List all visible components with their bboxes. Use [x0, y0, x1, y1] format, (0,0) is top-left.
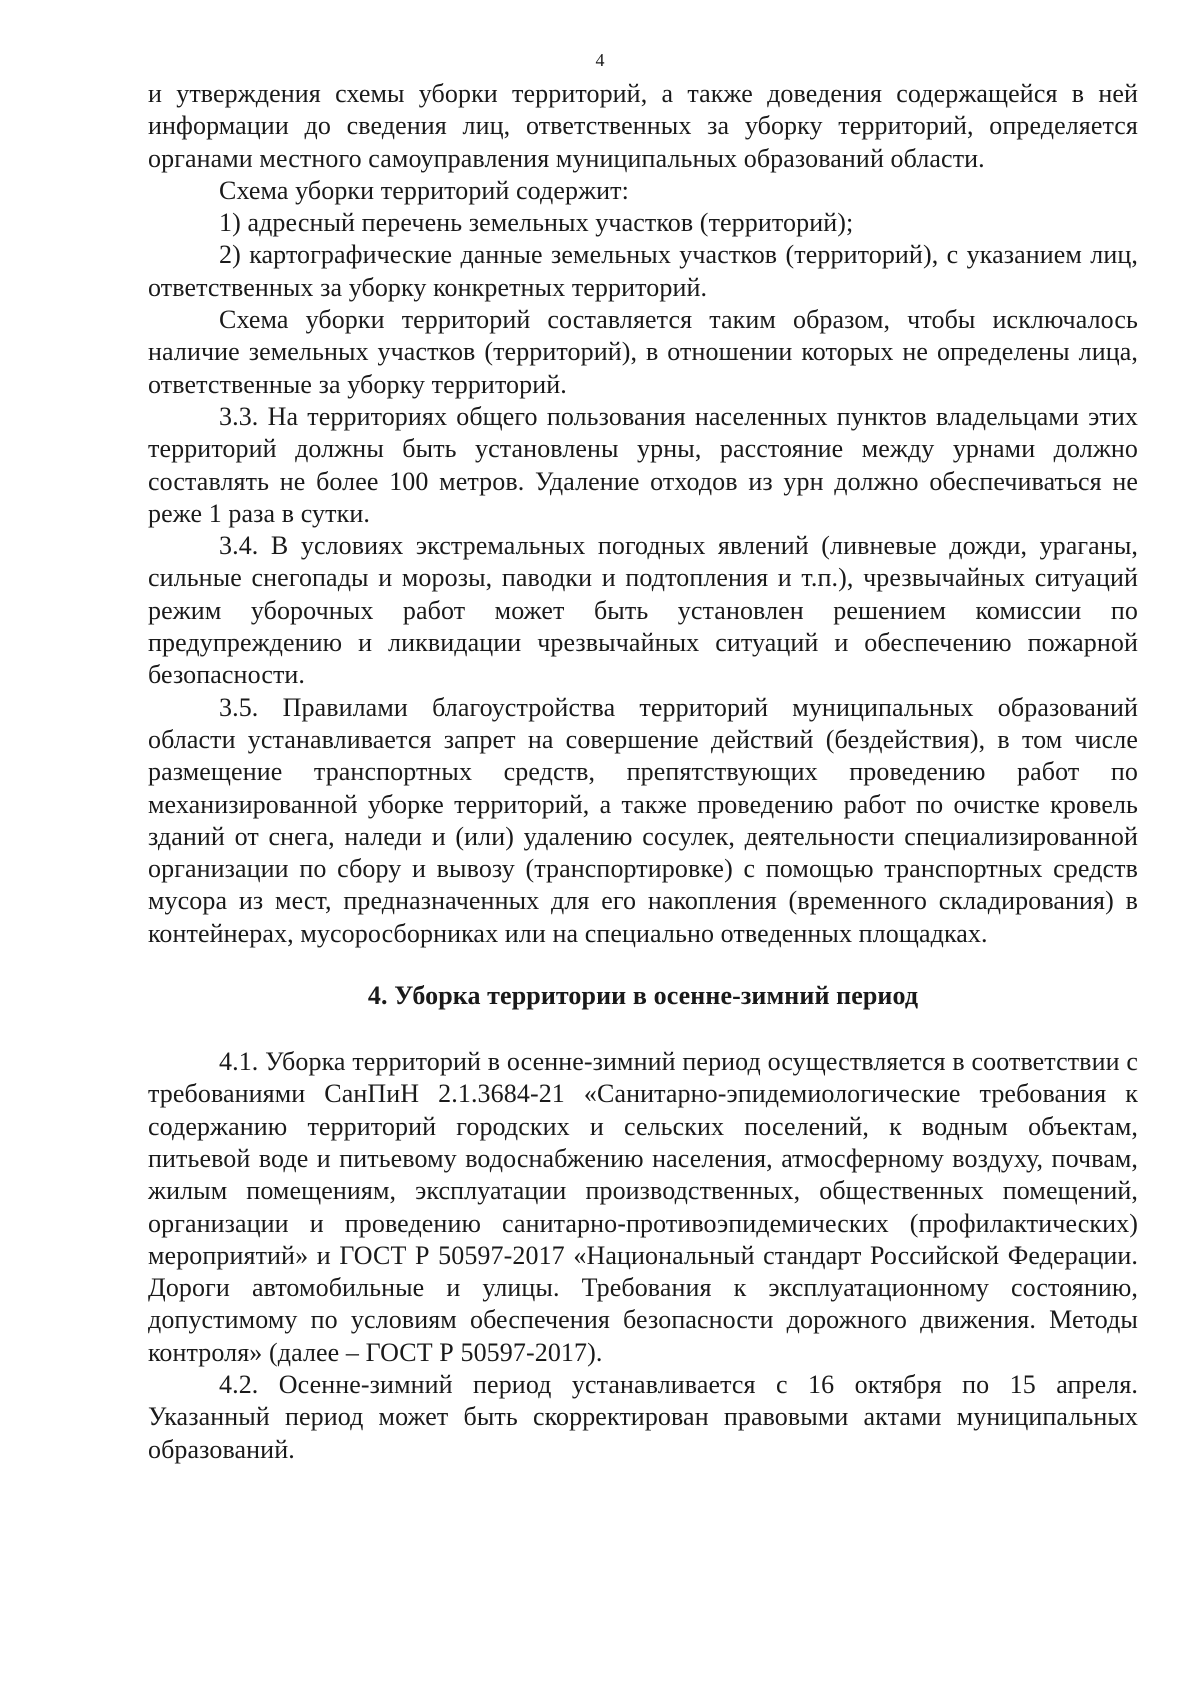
list-item-2: 2) картографические данные земельных участков (территорий), с указанием лиц, ответственных за уборку конкретных территорий. — [148, 240, 1138, 302]
paragraph-scheme-composition: Схема уборки территорий составляется таким образом, чтобы исключалось наличие земельных участков (территорий), в отношении которых не определены лица, ответственные за уборку территорий. — [148, 305, 1138, 399]
page-number: 4 — [595, 50, 605, 70]
paragraph-3-5: 3.5. Правилами благоустройства территорий муниципальных образований области устанавливается запрет на совершение действий (бездействия), в том числе размещение транспортных средств, препятствующих проведению работ по механизированной уборке территорий, а также проведению работ по очистке кровель зданий от снега, наледи и (или) удалению сосулек, деятельности специализированной организации по сбору и вывозу (транспортировке) с помощью транспортных средств мусора из мест, предназначенных для его накопления (временного складирования) в контейнерах, мусоросборниках или на специально отведенных площадках. — [148, 692, 1138, 948]
paragraph-continuation: и утверждения схемы уборки территорий, а также доведения содержащейся в ней информации до сведения лиц, ответственных за уборку территорий, определяется органами местного самоуправления муниципальных образований области. — [148, 79, 1138, 173]
paragraph-4-2: 4.2. Осенне-зимний период устанавливается с 16 октября по 15 апреля. Указанный период может быть скорректирован правовыми актами муниципальных образований. — [148, 1369, 1138, 1464]
list-item-1: 1) адресный перечень земельных участков (территорий); — [219, 208, 854, 238]
paragraph-3-3: 3.3. На территориях общего пользования населенных пунктов владельцами этих территорий должны быть установлены урны, расстояние между урнами должно составлять не более 100 метров. Удаление отходов из урн должно обеспечиваться не реже 1 раза в сутки. — [148, 401, 1138, 528]
paragraph-scheme-intro: Схема уборки территорий содержит: — [219, 175, 629, 205]
paragraph-4-1: 4.1. Уборка территорий в осенне-зимний период осуществляется в соответствии с требованиями СанПиН 2.1.3684-21 «Санитарно-эпидемиологические требования к содержанию территорий городских и сельских поселений, к водным объектам, питьевой воде и питьевому водоснабжению населения, атмосферному воздуху, почвам, жилым помещениям, эксплуатации производственных, общественных помещений, организации и проведению санитарно-противоэпидемических (профилактических) мероприятий» и ГОСТ Р 50597-2017 «Национальный стандарт Российской Федерации. Дороги автомобильные и улицы. Требования к эксплуатационному состоянию, допустимому по условиям обеспечения безопасности дорожного движения. Методы контроля» (далее – ГОСТ Р 50597-2017). — [148, 1047, 1138, 1367]
section-heading: 4. Уборка территории в осенне-зимний период — [367, 981, 919, 1011]
paragraph-3-4: 3.4. В условиях экстремальных погодных явлений (ливневые дожди, ураганы, сильные снегопады и морозы, паводки и подтопления и т.п.), чрезвычайных ситуаций режим уборочных работ может быть установлен решением комиссии по предупреждению и ликвидации чрезвычайных ситуаций и обеспечению пожарной безопасности. — [148, 531, 1138, 690]
document-body — [148, 78, 1138, 1466]
